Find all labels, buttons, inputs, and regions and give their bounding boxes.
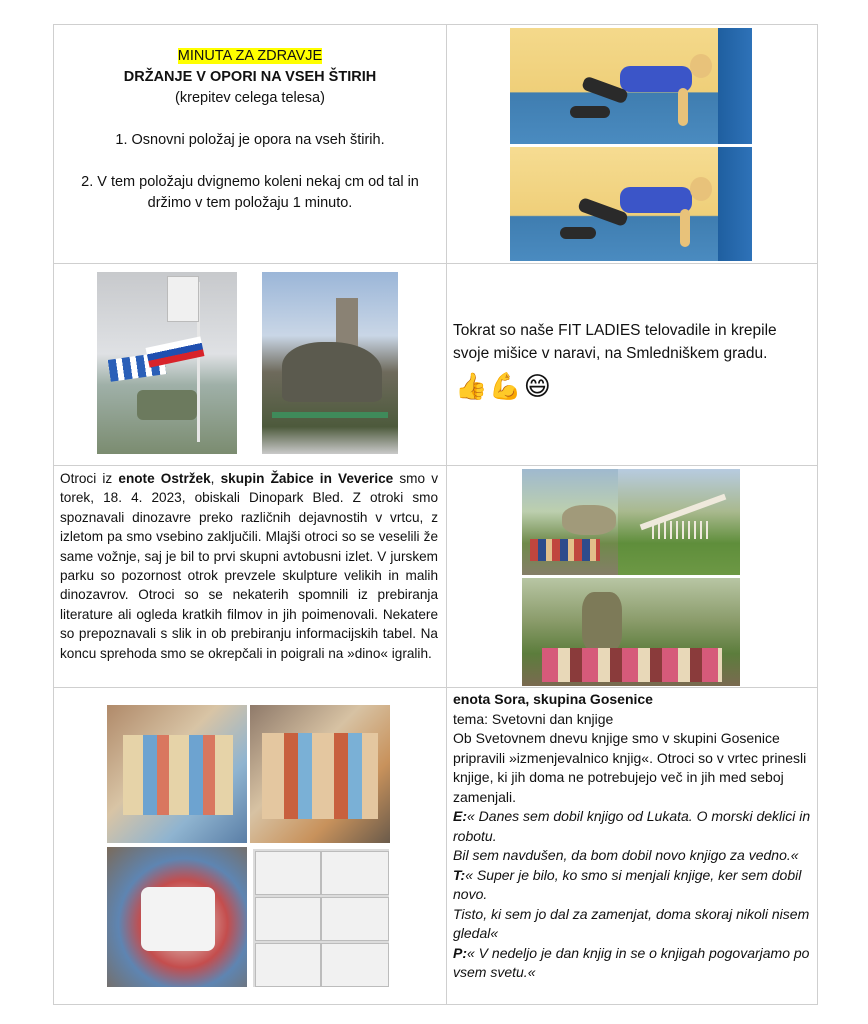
exercise-step-1: 1. Osnovni položaj je opora na vseh štirih. (115, 132, 385, 148)
exercise-title: DRŽANJE V OPORI NA VSEH ŠTIRIH (123, 69, 377, 85)
book-exchange-photo-2 (250, 705, 390, 843)
dino-unit-name: enote Ostržek (118, 471, 211, 486)
exercise-subtitle: (krepitev celega telesa) (175, 90, 325, 106)
table-row-divider (53, 263, 818, 264)
quote-e-text: « Danes sem dobil knjigo od Lukata. O morski deklici in robotu. (453, 808, 811, 844)
dino-text-body: smo v torek, 18. 4. 2023, obiskali Dinopark Bled. Z otroki smo spoznavali dinozavre preko različnih dejavnostih v vrtcu, z izletom pa smo vsebino zaključili. Mlajši otroci so se veselili že same vožnje, saj je bil to prvi skupni avtobusni izlet. V jurskem parku so pozornost otrok prevzele skulpture velikih in malih dinozavrov. Otroci so se nekaterih spomnili iz prebiranja literature ali ogleda kratkih filmov in jih poimenovali. Nekatere so prepoznavali s slik in ob prebiranju informacijskih tabel. Na koncu sprehoda smo se okrepčali in poigrali na »dino« igralih. (60, 471, 439, 661)
exercise-photo-knees-raised (510, 147, 752, 261)
dinopark-photo-skeleton (618, 469, 740, 575)
quote-e-text-2: Bil sem navdušen, da bom dobil novo knjigo za vedno.« (453, 847, 799, 863)
quote-p-text: « V nedeljo je dan knjig in se o knjigah pogovarjamo po vsem svetu.« (453, 944, 810, 980)
thumbs-muscle-smile-icon: 👍💪😄 (455, 371, 553, 401)
quote-speaker-p: P: (453, 944, 467, 961)
book-report-heading: enota Sora, skupina Gosenice (453, 691, 653, 707)
dino-groups-name: skupin Žabice in Veverice (220, 471, 394, 486)
book-exchange-photo-3 (107, 847, 247, 987)
children-drawings-photo (253, 849, 389, 987)
quote-speaker-e: E: (453, 808, 467, 824)
dino-text-intro: Otroci iz (60, 471, 119, 486)
dinopark-photo-children (522, 578, 740, 686)
smlednik-castle-photo (262, 272, 398, 454)
table-row-divider (53, 465, 818, 466)
quote-speaker-t: T: (453, 866, 466, 883)
exercise-header: MINUTA ZA ZDRAVJE (177, 48, 323, 64)
fit-ladies-flag-photo (97, 272, 237, 454)
table-column-divider (446, 24, 447, 1005)
fit-ladies-text: Tokrat so naše FIT LADIES telovadile in krepile svoje mišice v naravi, na Smledniškem gradu. (453, 322, 777, 362)
quote-t-text: « Super je bilo, ko smo si menjali knjige, ker sem dobil novo. (453, 866, 802, 902)
dino-text-separator: , (210, 471, 221, 486)
exercise-photo-basic-position (510, 28, 752, 144)
book-report-intro: Ob Svetovnem dnevu knjige smo v skupini Gosenice pripravili »izmenjevalnico knjig«. Otroci so v vrtec prinesli knjige, ki jih doma ne potrebujejo več in jih med seboj zamenjali. (453, 730, 807, 805)
book-day-report (453, 690, 811, 983)
book-report-theme: tema: Svetovni dan knjige (453, 710, 614, 727)
dinopark-report (60, 469, 438, 663)
exercise-step-2: 2. V tem položaju dvignemo koleni nekaj cm od tal in držimo v tem položaju 1 minuto. (81, 174, 419, 211)
table-row-divider (53, 687, 818, 688)
dinopark-photo-triceratops (522, 469, 628, 575)
book-exchange-photo-1 (107, 705, 247, 843)
exercise-section (60, 46, 440, 214)
quote-t-text-2: Tisto, ki sem jo dal za zamenjat, doma skoraj nikoli nisem gledal« (453, 905, 810, 941)
